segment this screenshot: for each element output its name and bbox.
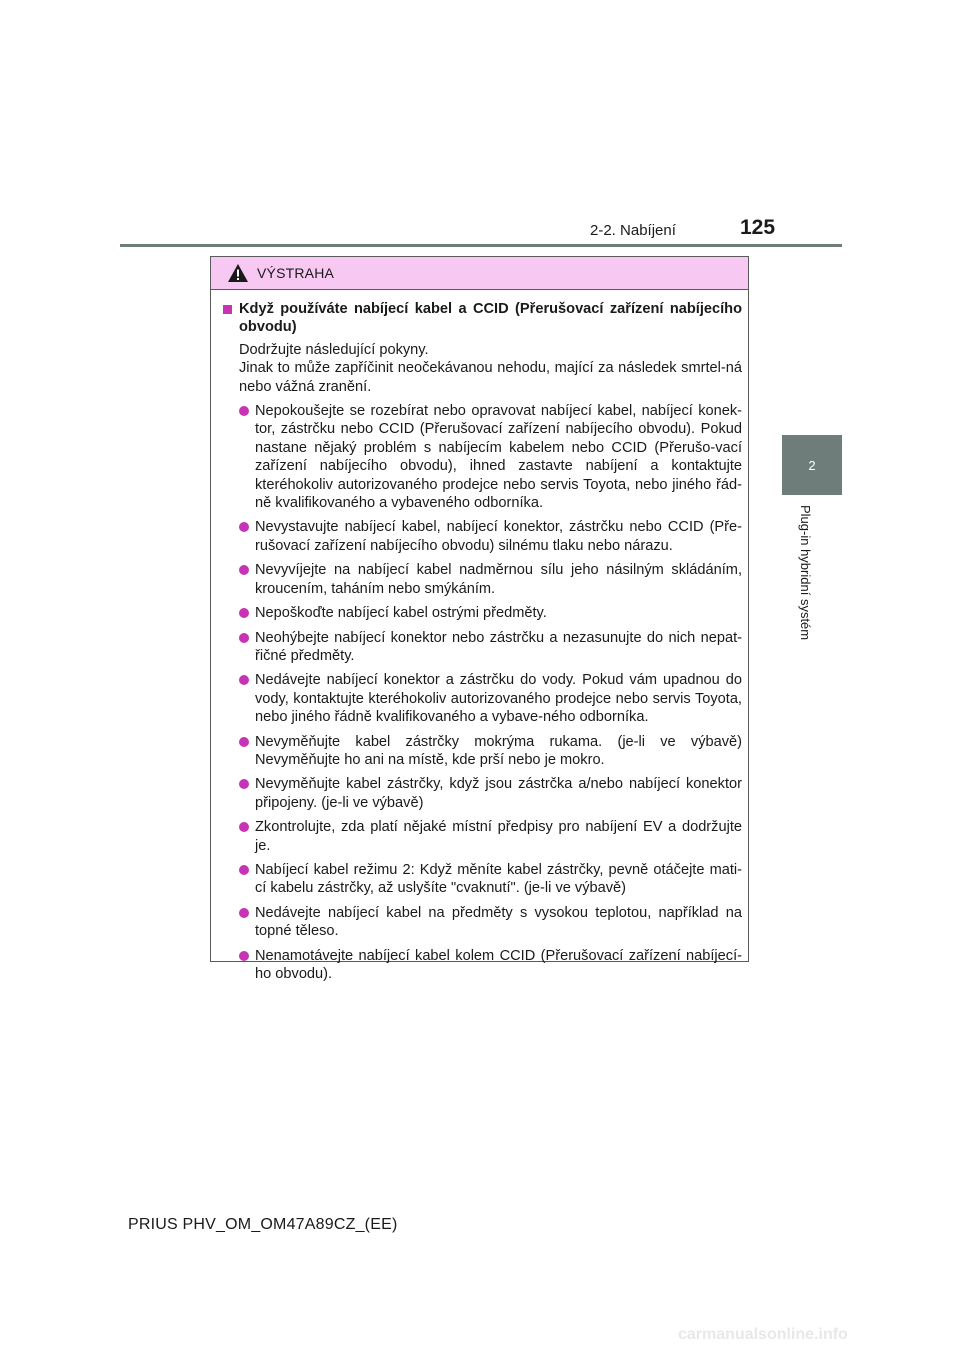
- bullet-dot-icon: [239, 406, 249, 416]
- warning-topic: [221, 300, 742, 337]
- list-item: [239, 402, 742, 512]
- document-id: PRIUS PHV_OM_OM47A89CZ_(EE): [128, 1216, 398, 1233]
- watermark: carmanualsonline.info: [678, 1326, 848, 1343]
- bullet-dot-icon: [239, 565, 249, 575]
- section-title: 2-2. Nabíjení: [590, 222, 676, 239]
- list-item-text: Nevyvíjejte na nabíjecí kabel nadměrnou sílu jeho násilným skládáním, kroucením, taháním nebo smýkáním.: [255, 562, 742, 597]
- list-item-text: Nabíjecí kabel režimu 2: Když měníte kabel zástrčky, pevně otáčejte mati-cí kabelu zástrčky, až uslyšíte "cvaknutí". (je-li ve výbavě): [255, 861, 742, 897]
- list-item-text: Nepokoušejte se rozebírat nebo opravovat nabíjecí kabel, nabíjecí konek-tor, zástrčku nebo CCID (Přerušovací zařízení nabíjecího obvodu). Pokud nastane nějaký problém s nabíjecím kabelem nebo CCID (Přerušo-vací zařízení nabíjecího obvodu), ihned zastavte nabíjení a kontaktujte kteréhokoliv autorizovaného prodejce nebo servis Toyota, nebo jiného řád-ně kvalifikovaného a vybaveného odborníka.: [255, 403, 742, 512]
- bullet-dot-icon: [239, 675, 249, 685]
- bullet-dot-icon: [239, 522, 249, 532]
- list-item: [239, 733, 742, 770]
- bullet-dot-icon: [239, 608, 249, 618]
- bullet-dot-icon: [239, 633, 249, 643]
- bullet-dot-icon: [239, 951, 249, 961]
- bullet-dot-icon: [239, 737, 249, 747]
- list-item-text: Nevyměňujte kabel zástrčky mokrýma rukama. (je-li ve výbavě) Nevyměňujte ho ani na místě, kde prší nebo je mokro.: [255, 733, 742, 768]
- list-item-text: Nedávejte nabíjecí konektor a zástrčku do vody. Pokud vám upadnou do vody, kontaktujte kteréhokoliv autorizovaného prodejce nebo servis Toyota, nebo jiného řádně kvalifikovaného a vybave-ného odborníka.: [255, 672, 742, 726]
- warning-header: [211, 257, 748, 290]
- list-item: [239, 671, 742, 726]
- list-item: [239, 518, 742, 555]
- header-divider: [120, 244, 842, 247]
- list-item: [239, 775, 742, 812]
- chapter-tab: [782, 435, 842, 495]
- list-item: [239, 947, 742, 984]
- list-item: [239, 629, 742, 666]
- list-item-text: Nepoškoďte nabíjecí kabel ostrými předměty.: [255, 605, 547, 622]
- bullet-dot-icon: [239, 822, 249, 832]
- bullet-dot-icon: [239, 865, 249, 875]
- chapter-title: Plug-in hybridní systém: [798, 505, 813, 641]
- list-item-text: Zkontrolujte, zda platí nějaké místní předpisy pro nabíjení EV a dodržujte je.: [255, 819, 742, 854]
- square-bullet-icon: [223, 305, 232, 314]
- page-number: 125: [740, 216, 776, 239]
- list-item-text: Nevystavujte nabíjecí kabel, nabíjecí konektor, zástrčku nebo CCID (Pře-rušovací zařízení nabíjecího obvodu) silnému tlaku nebo nárazu.: [255, 519, 742, 554]
- chapter-number: 2: [808, 457, 816, 473]
- warning-body: [211, 290, 748, 983]
- warning-triangle-icon: [227, 263, 249, 283]
- bullet-dot-icon: [239, 779, 249, 789]
- intro-line: Dodržujte následující pokyny.: [239, 341, 429, 358]
- list-item-text: Nevyměňujte kabel zástrčky, když jsou zástrčka a/nebo nabíjecí konektor připojeny. (je-li ve výbavě): [255, 776, 742, 811]
- bullet-dot-icon: [239, 908, 249, 918]
- list-item-text: Neohýbejte nabíjecí konektor nebo zástrčku a nezasunujte do nich nepat-řičné předměty.: [255, 629, 742, 664]
- list-item: [239, 818, 742, 855]
- warning-title: VÝSTRAHA: [257, 265, 335, 281]
- list-item: [239, 604, 742, 622]
- list-item: [239, 861, 742, 898]
- list-item: [239, 561, 742, 598]
- list-item-text: Nedávejte nabíjecí kabel na předměty s vysokou teplotou, například na topné těleso.: [255, 904, 742, 940]
- list-item: [239, 904, 742, 941]
- warning-intro: [239, 341, 742, 396]
- warning-topic-text: Když používáte nabíjecí kabel a CCID (Přerušovací zařízení nabíjecího obvodu): [239, 301, 742, 336]
- intro-line: Jinak to může zapříčinit neočekávanou nehodu, mající za následek smrtel-ná nebo vážná zranění.: [239, 360, 742, 395]
- list-item-text: Nenamotávejte nabíjecí kabel kolem CCID (Přerušovací zařízení nabíjecí-ho obvodu).: [255, 947, 742, 982]
- warning-box: [210, 256, 749, 982]
